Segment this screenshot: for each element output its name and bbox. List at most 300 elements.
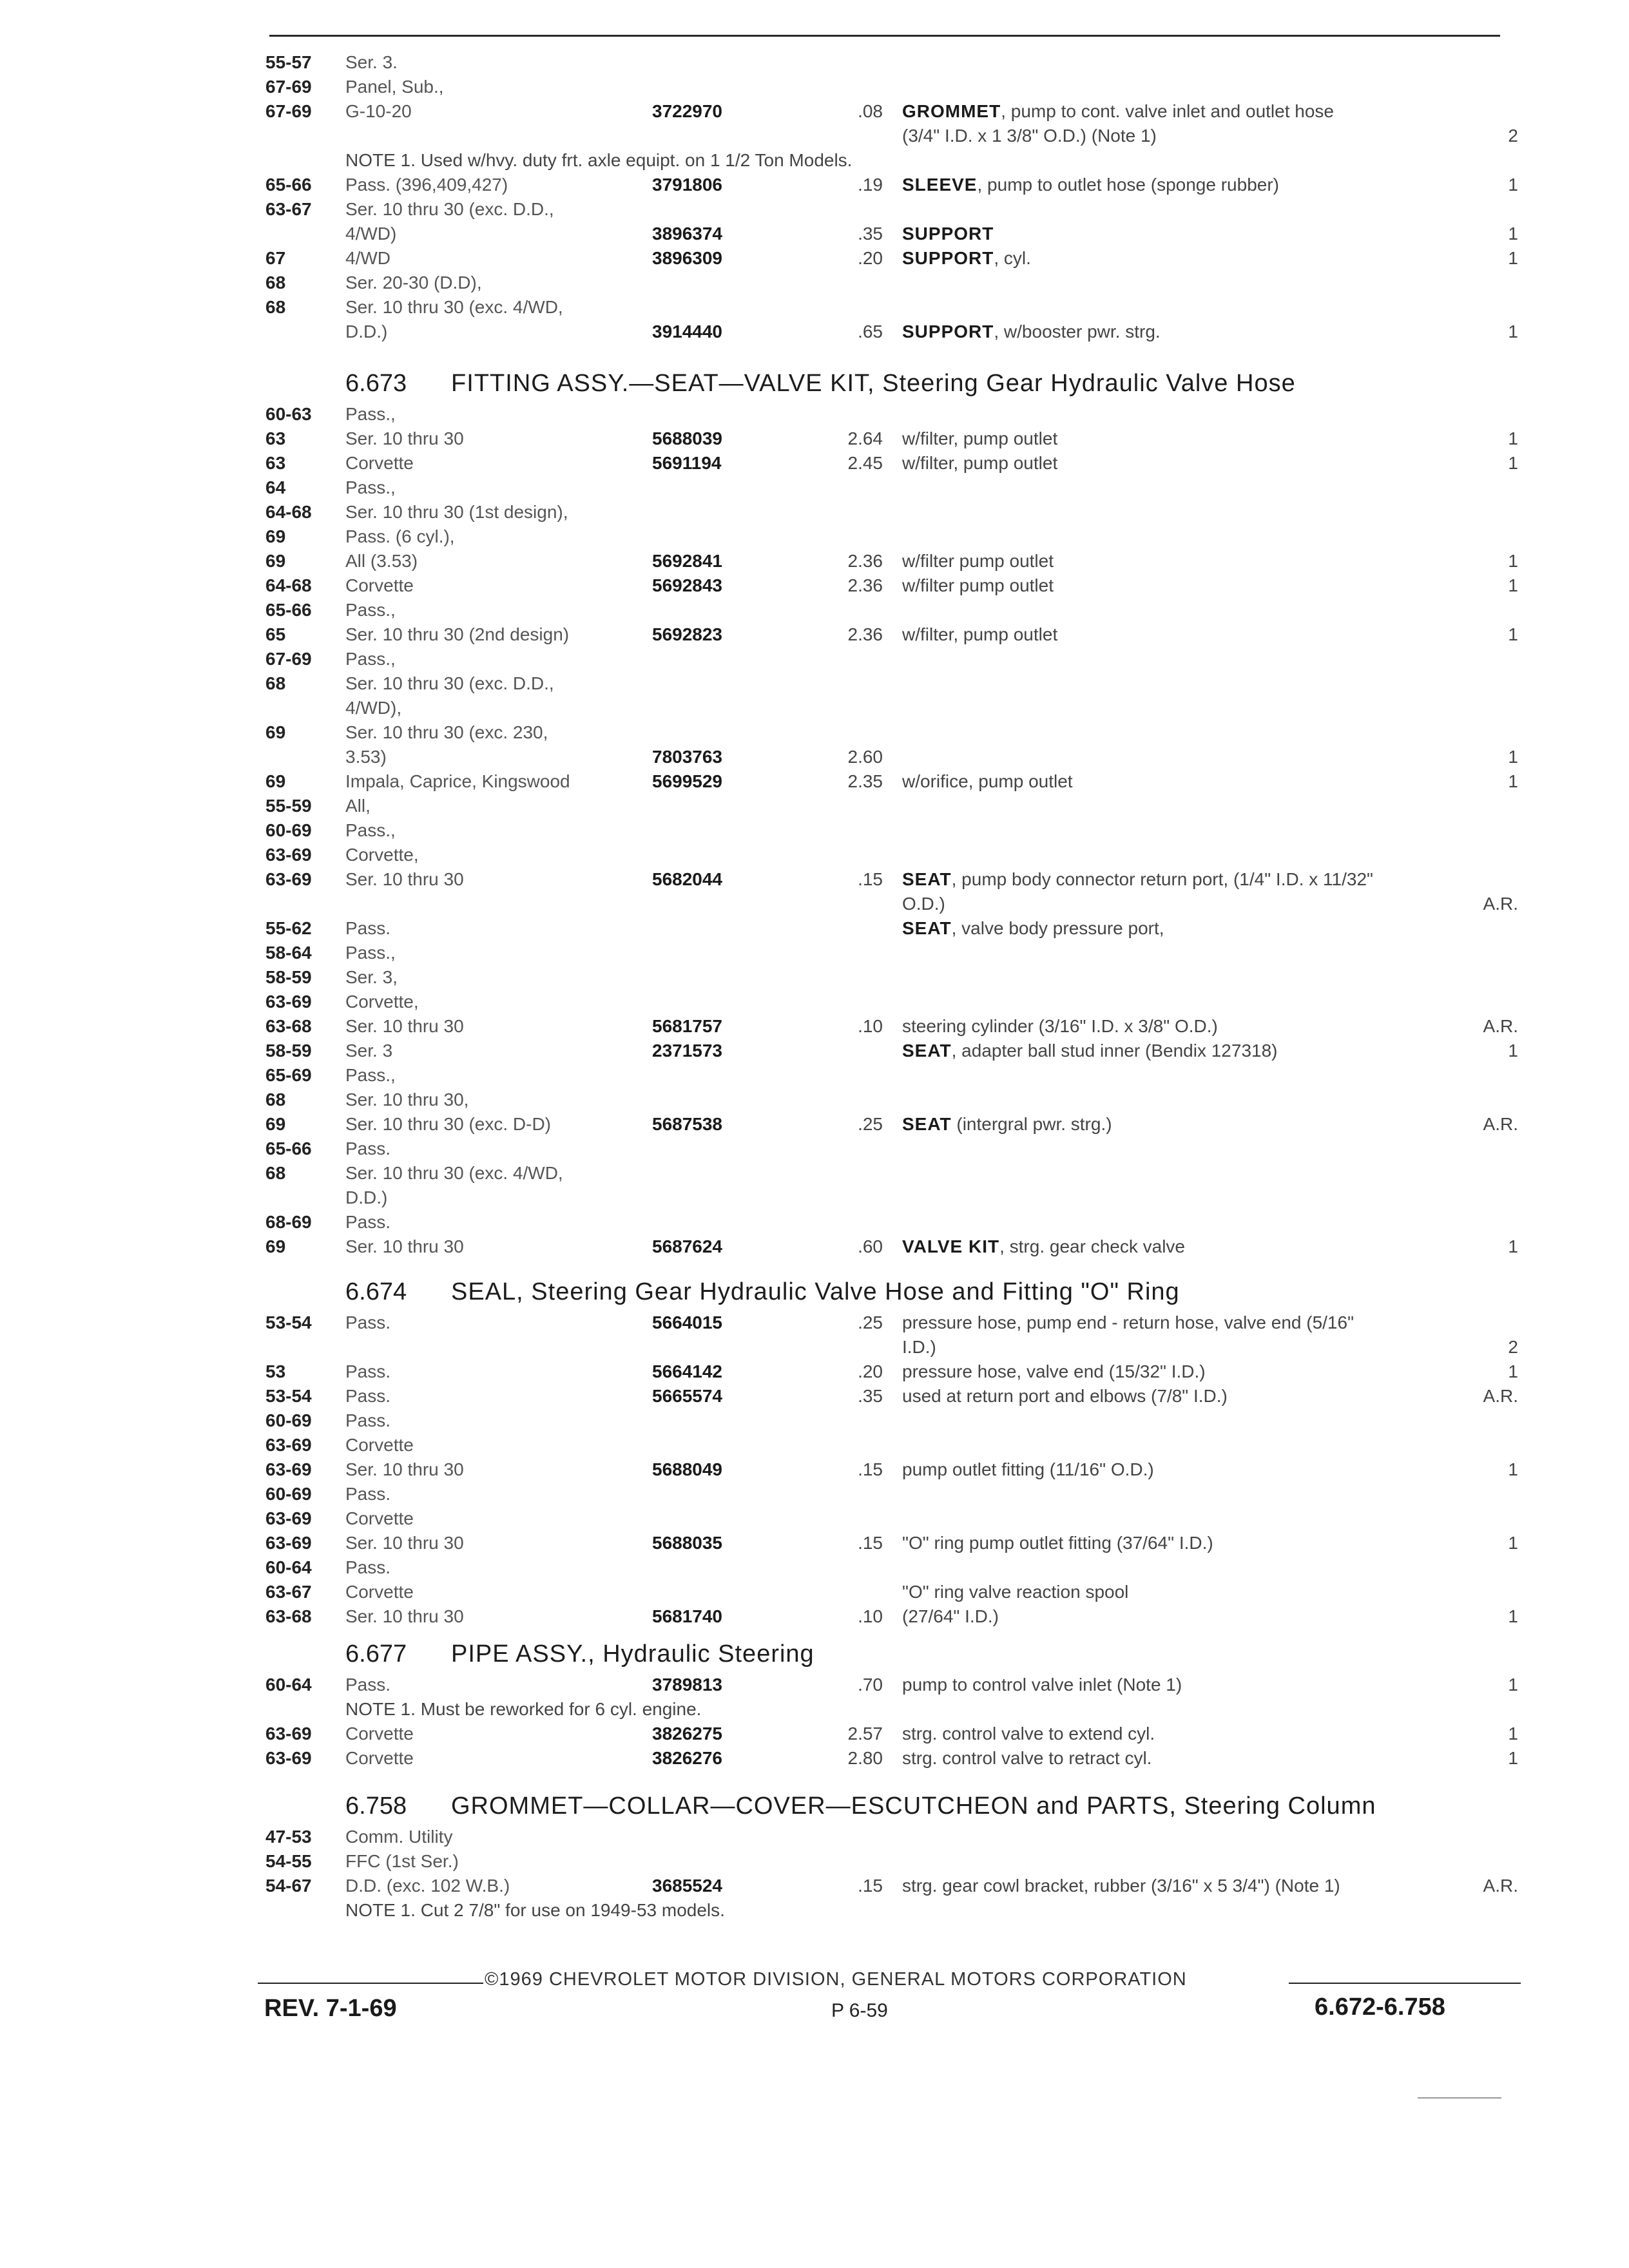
parts-row	[0, 549, 1629, 573]
parts-row	[0, 295, 1629, 320]
parts-row	[0, 476, 1629, 500]
year-range: 60-69	[265, 1410, 312, 1430]
year-range: 69	[265, 771, 286, 791]
parts-row	[0, 598, 1629, 622]
parts-row	[0, 197, 1629, 222]
parts-row	[0, 500, 1629, 524]
part-number: 5692841	[652, 551, 723, 571]
quantity: 1	[1508, 1724, 1518, 1744]
year-range: 63-69	[265, 1508, 312, 1528]
price: .35	[858, 1386, 883, 1406]
quantity: 1	[1508, 428, 1518, 448]
year-range: 68	[265, 673, 286, 693]
model-application: Impala, Caprice, Kingswood	[345, 771, 570, 791]
model-application: Corvette	[345, 575, 414, 595]
model-application: Corvette	[345, 1508, 414, 1528]
model-application: Corvette	[345, 1748, 414, 1768]
model-application: Pass.	[345, 1675, 391, 1695]
parts-row	[0, 320, 1629, 344]
part-description: I.D.)	[902, 1337, 936, 1357]
price: 2.60	[847, 747, 883, 767]
quantity: 1	[1508, 624, 1518, 644]
section-title: GROMMET—COLLAR—COVER—ESCUTCHEON and PARTS, Steering Column	[451, 1792, 1376, 1820]
part-number: 5692843	[652, 575, 723, 595]
quantity: 1	[1508, 1361, 1518, 1381]
part-number: 3826276	[652, 1748, 723, 1768]
model-application: Corvette,	[345, 845, 419, 865]
model-application: All (3.53)	[345, 551, 418, 571]
year-range: 67	[265, 248, 286, 268]
part-number: 5664142	[652, 1361, 723, 1381]
model-application: Pass.,	[345, 404, 396, 424]
model-application: Ser. 10 thru 30 (2nd design)	[345, 624, 570, 644]
part-description: "O" ring pump outlet fitting (37/64" I.D.)	[902, 1533, 1213, 1553]
parts-row	[0, 1722, 1629, 1746]
part-number: 5688039	[652, 428, 723, 448]
year-range: 63-67	[265, 1582, 312, 1602]
quantity: 1	[1508, 1236, 1518, 1256]
year-range: 53-54	[265, 1386, 312, 1406]
model-application: Pass.	[345, 1386, 391, 1406]
part-number: 3791806	[652, 175, 723, 195]
year-range: 63	[265, 428, 286, 448]
model-application: Corvette,	[345, 992, 419, 1012]
section-6674	[0, 1274, 1629, 1309]
year-range: 64	[265, 477, 286, 497]
model-application: Ser. 3,	[345, 967, 398, 987]
model-application: Pass.,	[345, 1065, 396, 1085]
part-description: strg. gear cowl bracket, rubber (3/16" x 5 3/4") (Note 1)	[902, 1876, 1340, 1896]
parts-block-6674	[0, 1311, 1629, 1629]
model-application: Corvette	[345, 1724, 414, 1744]
parts-row	[0, 1063, 1629, 1088]
model-application: 4/WD	[345, 248, 390, 268]
price: .25	[858, 1114, 883, 1134]
footer-copyright: ©1969 CHEVROLET MOTOR DIVISION, GENERAL MOTORS CORPORATION	[485, 1969, 1187, 1990]
parts-row	[0, 1506, 1629, 1531]
model-application: Pass.,	[345, 820, 396, 840]
model-application: G-10-20	[345, 101, 412, 121]
section-number: 6.673	[345, 370, 407, 397]
section-number: 6.677	[345, 1640, 407, 1667]
year-range: 53-54	[265, 1312, 312, 1332]
price: .25	[858, 1312, 883, 1332]
parts-row	[0, 1161, 1629, 1186]
year-range: 63-67	[265, 199, 312, 219]
quantity: 1	[1508, 747, 1518, 767]
year-range: 63-69	[265, 869, 312, 889]
model-application: Ser. 10 thru 30	[345, 428, 464, 448]
model-application: All,	[345, 796, 371, 816]
quantity: 1	[1508, 1459, 1518, 1479]
year-range: 63-69	[265, 1459, 312, 1479]
part-number: 3896309	[652, 248, 723, 268]
part-description: O.D.)	[902, 894, 945, 914]
parts-row	[0, 696, 1629, 720]
part-description: w/filter, pump outlet	[902, 453, 1058, 473]
part-number: 3896374	[652, 224, 723, 244]
price: 2.45	[847, 453, 883, 473]
parts-row	[0, 1697, 1629, 1722]
quantity: 1	[1508, 1748, 1518, 1768]
model-application: Ser. 10 thru 30 (exc. 4/WD,	[345, 297, 563, 317]
parts-row	[0, 1580, 1629, 1604]
footer-page-number: P 6-59	[831, 2000, 888, 2021]
year-range: 65-66	[265, 600, 312, 620]
price: .15	[858, 869, 883, 889]
year-range: 69	[265, 526, 286, 546]
quantity: 1	[1508, 575, 1518, 595]
price: 2.57	[847, 1724, 883, 1744]
model-application: D.D.)	[345, 322, 388, 341]
quantity: 1	[1508, 551, 1518, 571]
note-text: NOTE 1. Cut 2 7/8" for use on 1949-53 models.	[345, 1900, 725, 1920]
top-rule	[269, 35, 1500, 37]
quantity: 2	[1508, 1337, 1518, 1357]
part-description: (27/64" I.D.)	[902, 1606, 999, 1626]
part-description: (3/4" I.D. x 1 3/8" O.D.) (Note 1)	[902, 126, 1157, 146]
year-range: 60-69	[265, 1484, 312, 1504]
model-application: Pass.	[345, 1557, 391, 1577]
quantity: 1	[1508, 1606, 1518, 1626]
quantity: 1	[1508, 248, 1518, 268]
part-number: 5687624	[652, 1236, 723, 1256]
part-number: 5687538	[652, 1114, 723, 1134]
model-application: Ser. 10 thru 30	[345, 1459, 464, 1479]
model-application: Pass.	[345, 918, 391, 938]
parts-row	[0, 1112, 1629, 1137]
part-number: 5682044	[652, 869, 723, 889]
parts-row	[0, 1555, 1629, 1580]
parts-block-6673	[0, 402, 1629, 1259]
price: .10	[858, 1016, 883, 1036]
parts-row	[0, 1186, 1629, 1210]
parts-row	[0, 246, 1629, 271]
parts-row	[0, 818, 1629, 843]
parts-row	[0, 1874, 1629, 1898]
part-number: 5664015	[652, 1312, 723, 1332]
year-range: 55-57	[265, 52, 312, 72]
model-application: Ser. 10 thru 30	[345, 869, 464, 889]
model-application: Pass.	[345, 1139, 391, 1158]
model-application: Ser. 10 thru 30 (exc. D.D.,	[345, 673, 554, 693]
model-application: Ser. 10 thru 30 (exc. 4/WD,	[345, 1163, 563, 1183]
year-range: 65-66	[265, 175, 312, 195]
parts-row	[0, 1433, 1629, 1457]
price: .19	[858, 175, 883, 195]
parts-row	[0, 271, 1629, 295]
year-range: 64-68	[265, 502, 312, 522]
price: 2.64	[847, 428, 883, 448]
price: .15	[858, 1876, 883, 1896]
part-description: SEAT, valve body pressure port,	[902, 918, 1164, 938]
price: 2.36	[847, 551, 883, 571]
footer-revision: REV. 7-1-69	[264, 1995, 397, 2022]
price: 2.36	[847, 575, 883, 595]
part-description: w/orifice, pump outlet	[902, 771, 1073, 791]
price: .15	[858, 1533, 883, 1553]
section-number: 6.758	[345, 1792, 407, 1820]
price: .20	[858, 1361, 883, 1381]
parts-block-6672	[0, 50, 1629, 344]
quantity: 1	[1508, 771, 1518, 791]
model-application: Corvette	[345, 1582, 414, 1602]
model-application: Corvette	[345, 1435, 414, 1455]
year-range: 63-69	[265, 1748, 312, 1768]
parts-row	[0, 916, 1629, 941]
quantity: A.R.	[1483, 1114, 1518, 1134]
quantity: 1	[1508, 1675, 1518, 1695]
parts-row	[0, 990, 1629, 1014]
year-range: 69	[265, 551, 286, 571]
part-description: w/filter, pump outlet	[902, 624, 1058, 644]
year-range: 68	[265, 273, 286, 293]
part-description: pressure hose, valve end (15/32" I.D.)	[902, 1361, 1206, 1381]
section-6677	[0, 1637, 1629, 1671]
model-application: Ser. 10 thru 30 (1st design),	[345, 502, 568, 522]
model-application: Ser. 10 thru 30 (exc. D-D)	[345, 1114, 552, 1134]
part-number: 5681757	[652, 1016, 723, 1036]
section-title: FITTING ASSY.—SEAT—VALVE KIT, Steering Gear Hydraulic Valve Hose	[451, 370, 1296, 397]
model-application: Ser. 10 thru 30	[345, 1016, 464, 1036]
model-application: D.D. (exc. 102 W.B.)	[345, 1876, 510, 1896]
quantity: 1	[1508, 1533, 1518, 1553]
year-range: 67-69	[265, 649, 312, 669]
year-range: 63-68	[265, 1016, 312, 1036]
part-description: strg. control valve to extend cyl.	[902, 1724, 1155, 1744]
quantity: 1	[1508, 224, 1518, 244]
model-application: Pass.,	[345, 943, 396, 963]
parts-row	[0, 1849, 1629, 1874]
parts-row	[0, 1384, 1629, 1408]
parts-block-6758	[0, 1825, 1629, 1923]
parts-row	[0, 671, 1629, 696]
model-application: Comm. Utility	[345, 1827, 453, 1847]
parts-row	[0, 99, 1629, 124]
parts-row	[0, 1408, 1629, 1433]
model-application: FFC (1st Ser.)	[345, 1851, 459, 1871]
year-range: 67-69	[265, 77, 312, 97]
model-application: Panel, Sub.,	[345, 77, 444, 97]
parts-row	[0, 622, 1629, 647]
part-description: SEAT, pump body connector return port, (1/4" I.D. x 11/32"	[902, 869, 1373, 889]
price: .70	[858, 1675, 883, 1695]
part-description: GROMMET, pump to cont. valve inlet and outlet hose	[902, 101, 1334, 121]
year-range: 64-68	[265, 575, 312, 595]
part-description: SEAT, adapter ball stud inner (Bendix 127318)	[902, 1041, 1278, 1061]
section-6673	[0, 366, 1629, 401]
model-application: Pass.,	[345, 600, 396, 620]
model-application: Pass.	[345, 1212, 391, 1232]
parts-row	[0, 427, 1629, 451]
model-application: Pass. (396,409,427)	[345, 175, 508, 195]
year-range: 69	[265, 1114, 286, 1134]
part-description: "O" ring valve reaction spool	[902, 1582, 1129, 1602]
parts-row	[0, 1360, 1629, 1384]
part-description: steering cylinder (3/16" I.D. x 3/8" O.D.)	[902, 1016, 1218, 1036]
model-application: Ser. 10 thru 30 (exc. D.D.,	[345, 199, 554, 219]
year-range: 54-67	[265, 1876, 312, 1896]
parts-row	[0, 1014, 1629, 1039]
parts-row	[0, 1482, 1629, 1506]
parts-row	[0, 148, 1629, 173]
model-application: Pass.	[345, 1410, 391, 1430]
model-application: Pass.	[345, 1484, 391, 1504]
price: .20	[858, 248, 883, 268]
parts-row	[0, 867, 1629, 892]
parts-row	[0, 769, 1629, 794]
parts-row	[0, 451, 1629, 476]
part-number: 5699529	[652, 771, 723, 791]
footer-rule-right	[1289, 1983, 1521, 1984]
model-application: Pass.	[345, 1312, 391, 1332]
model-application: Corvette	[345, 453, 414, 473]
part-number: 3826275	[652, 1724, 723, 1744]
quantity: 2	[1508, 126, 1518, 146]
part-number: 5681740	[652, 1606, 723, 1626]
year-range: 54-55	[265, 1851, 312, 1871]
part-description: w/filter, pump outlet	[902, 428, 1058, 448]
parts-row	[0, 1335, 1629, 1360]
part-description: VALVE KIT, strg. gear check valve	[902, 1236, 1185, 1256]
parts-block-6677	[0, 1673, 1629, 1771]
year-range: 58-59	[265, 967, 312, 987]
model-application: Pass. (6 cyl.),	[345, 526, 455, 546]
parts-row	[0, 402, 1629, 427]
parts-row	[0, 892, 1629, 916]
part-description: strg. control valve to retract cyl.	[902, 1748, 1152, 1768]
parts-row	[0, 1088, 1629, 1112]
model-application: Ser. 10 thru 30	[345, 1606, 464, 1626]
part-description: w/filter pump outlet	[902, 575, 1054, 595]
part-description: used at return port and elbows (7/8" I.D.)	[902, 1386, 1228, 1406]
part-description: w/filter pump outlet	[902, 551, 1054, 571]
part-number: 3914440	[652, 322, 723, 341]
model-application: 3.53)	[345, 747, 387, 767]
quantity: A.R.	[1483, 1386, 1518, 1406]
model-application: Ser. 20-30 (D.D),	[345, 273, 482, 293]
note-text: NOTE 1. Must be reworked for 6 cyl. engine.	[345, 1699, 702, 1719]
model-application: Ser. 3	[345, 1041, 393, 1061]
price: .35	[858, 224, 883, 244]
price: .10	[858, 1606, 883, 1626]
parts-row	[0, 50, 1629, 75]
part-description: SUPPORT	[902, 224, 994, 244]
part-number: 3789813	[652, 1675, 723, 1695]
model-application: Pass.,	[345, 477, 396, 497]
parts-row	[0, 75, 1629, 99]
parts-row	[0, 1604, 1629, 1629]
part-description: SEAT (intergral pwr. strg.)	[902, 1114, 1112, 1134]
model-application: Ser. 10 thru 30	[345, 1236, 464, 1256]
model-application: Ser. 3.	[345, 52, 398, 72]
part-number: 5692823	[652, 624, 723, 644]
parts-row	[0, 173, 1629, 197]
year-range: 55-62	[265, 918, 312, 938]
year-range: 63	[265, 453, 286, 473]
parts-row	[0, 965, 1629, 990]
price: 2.36	[847, 624, 883, 644]
parts-row	[0, 1746, 1629, 1771]
parts-row	[0, 1311, 1629, 1335]
year-range: 65	[265, 624, 286, 644]
part-description: SLEEVE, pump to outlet hose (sponge rubber)	[902, 175, 1279, 195]
model-application: Ser. 10 thru 30 (exc. 230,	[345, 722, 548, 742]
year-range: 67-69	[265, 101, 312, 121]
price: .08	[858, 101, 883, 121]
footer-section-range: 6.672-6.758	[1315, 1994, 1445, 2021]
parts-row	[0, 647, 1629, 671]
section-title: SEAL, Steering Gear Hydraulic Valve Hose and Fitting "O" Ring	[451, 1278, 1180, 1305]
note-text: NOTE 1. Used w/hvy. duty frt. axle equipt. on 1 1/2 Ton Models.	[345, 150, 853, 170]
year-range: 63-69	[265, 1435, 312, 1455]
year-range: 60-64	[265, 1557, 312, 1577]
parts-row	[0, 1039, 1629, 1063]
part-description: SUPPORT, w/booster pwr. strg.	[902, 322, 1161, 341]
parts-row	[0, 524, 1629, 549]
quantity: 1	[1508, 1041, 1518, 1061]
year-range: 68	[265, 1090, 286, 1110]
year-range: 68-69	[265, 1212, 312, 1232]
part-number: 5688049	[652, 1459, 723, 1479]
price: .60	[858, 1236, 883, 1256]
scan-mark	[1418, 2097, 1501, 2099]
parts-row	[0, 794, 1629, 818]
year-range: 58-64	[265, 943, 312, 963]
parts-row	[0, 1531, 1629, 1555]
year-range: 65-69	[265, 1065, 312, 1085]
model-application: Ser. 10 thru 30,	[345, 1090, 469, 1110]
quantity: A.R.	[1483, 1016, 1518, 1036]
price: .65	[858, 322, 883, 341]
year-range: 55-59	[265, 796, 312, 816]
price: 2.35	[847, 771, 883, 791]
part-number: 5665574	[652, 1386, 723, 1406]
part-description: pressure hose, pump end - return hose, valve end (5/16"	[902, 1312, 1354, 1332]
model-application: Pass.	[345, 1361, 391, 1381]
part-description: pump to control valve inlet (Note 1)	[902, 1675, 1182, 1695]
year-range: 68	[265, 1163, 286, 1183]
year-range: 69	[265, 1236, 286, 1256]
model-application: Pass.,	[345, 649, 396, 669]
year-range: 63-69	[265, 992, 312, 1012]
year-range: 65-66	[265, 1139, 312, 1158]
price: .15	[858, 1459, 883, 1479]
year-range: 58-59	[265, 1041, 312, 1061]
parts-row	[0, 1898, 1629, 1923]
year-range: 63-69	[265, 1724, 312, 1744]
parts-row	[0, 124, 1629, 148]
part-number: 5691194	[652, 453, 722, 473]
parts-row	[0, 1457, 1629, 1482]
part-description: pump outlet fitting (11/16" O.D.)	[902, 1459, 1154, 1479]
price: 2.80	[847, 1748, 883, 1768]
model-application: Ser. 10 thru 30	[345, 1533, 464, 1553]
part-number: 7803763	[652, 747, 723, 767]
section-number: 6.674	[345, 1278, 407, 1305]
year-range: 60-69	[265, 820, 312, 840]
parts-row	[0, 1825, 1629, 1849]
parts-row	[0, 1673, 1629, 1697]
footer-rule-left	[258, 1983, 483, 1984]
year-range: 63-69	[265, 845, 312, 865]
part-number: 3722970	[652, 101, 723, 121]
quantity: A.R.	[1483, 894, 1518, 914]
parts-row	[0, 1137, 1629, 1161]
part-number: 3685524	[652, 1876, 723, 1896]
parts-row	[0, 1235, 1629, 1259]
model-application: 4/WD)	[345, 224, 397, 244]
